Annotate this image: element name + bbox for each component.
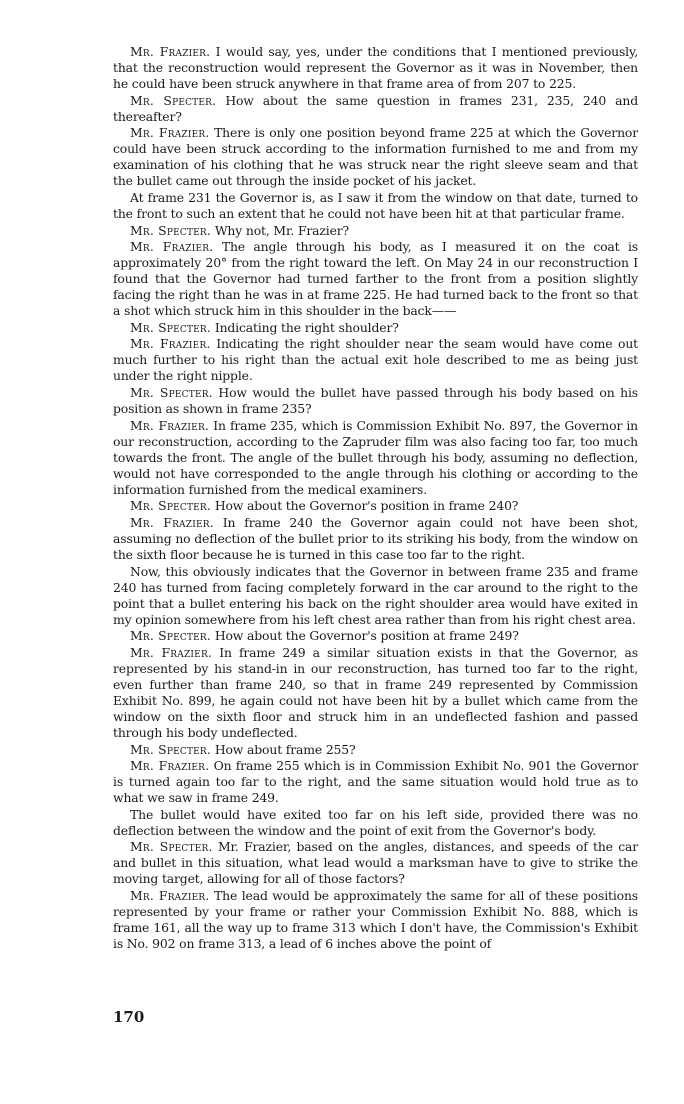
paragraph-text: At frame 231 the Governor is, as I saw it from the window on that date, turned to the front to such an extent that he could not have been hit at that particular frame. xyxy=(113,189,638,221)
paragraph xyxy=(113,888,638,952)
speaker-name: Mr. Frazier. xyxy=(130,125,210,141)
paragraph xyxy=(113,93,638,125)
paragraph xyxy=(113,839,638,887)
paragraph xyxy=(113,223,638,239)
paragraph xyxy=(113,758,638,806)
paragraph-text: How about frame 255? xyxy=(211,741,356,757)
paragraph-text: On frame 255 which is in Commission Exhibit No. 901 the Governor is turned again too far to the right, and the same situation would hold true as to what we saw in frame 249. xyxy=(113,758,638,806)
paragraph-text: In frame 235, which is Commission Exhibit No. 897, the Governor in our reconstruction, according to the Zapruder film was also facing too far, too much towards the front. The angle of the bullet through his body, assuming no deflection, would not have corresponded to the angle through his clothing or according to the information furnished from the medical examiners. xyxy=(113,417,639,497)
paragraph-text: How about the Governor's position at frame 249? xyxy=(211,628,519,644)
speaker-name: Mr. Frazier. xyxy=(130,758,210,774)
paragraph-text: Indicating the right shoulder? xyxy=(211,319,399,335)
paragraph xyxy=(113,742,638,758)
speaker-name: Mr. Frazier. xyxy=(130,44,211,59)
paragraph-text: How about the Governor's position in frame 240? xyxy=(211,498,519,514)
paragraph-text: In frame 249 a similar situation exists in that the Governor, as represented by his stand-in in our reconstruction, has turned too far to the right, even further than frame 240, so that in frame 249 represented by Commission Exhibit No. 899, he again could not have been hit by a bullet which came from the window on the sixth floor and struck him in an undeflected fashion and passed through his body undeflected. xyxy=(113,644,638,740)
speaker-name: Mr. Specter. xyxy=(130,222,212,238)
paragraph-text: The lead would be approximately the same for all of these positions represented by your frame or rather your Commission Exhibit No. 888, which is frame 161, all the way up to frame 313 which I don't have, the Commission's Exhibit is No. 902 on frame 313, a lead of 6 inches above the point of xyxy=(113,887,638,952)
paragraph-text: Why not, Mr. Frazier? xyxy=(211,222,350,238)
paragraph-text: Now, this obviously indicates that the Governor in between frame 235 and frame 240 has turned from facing completely forward in the car around to the right to the point that a bullet entering his back on the right shoulder area would have exited in my opinion somewhere from his left chest area rather than from his right chest area. xyxy=(113,563,638,627)
paragraph xyxy=(113,190,638,222)
document-body xyxy=(113,44,638,953)
paragraph-text: How about the same question in frames 231, 235, 240 and thereafter? xyxy=(113,92,639,124)
paragraph xyxy=(113,44,638,92)
speaker-name: Mr. Specter. xyxy=(130,498,212,514)
paragraph-text: How would the bullet have passed through his body based on his position as shown in frame 235? xyxy=(113,384,638,417)
paragraph-text: There is only one position beyond frame 225 at which the Governor could have been struck according to the information furnished to me and from my examination of his clothing that he was struck near the right sleeve seam and that the bullet came out through the inside pocket of his jacket. xyxy=(113,125,638,189)
speaker-name: Mr. Specter. xyxy=(130,92,217,108)
page-number: 170 xyxy=(113,1008,145,1026)
speaker-name: Mr. Specter. xyxy=(130,319,212,335)
speaker-name: Mr. Specter. xyxy=(130,839,213,855)
speaker-name: Mr. Specter. xyxy=(130,384,213,400)
paragraph xyxy=(113,320,638,336)
speaker-name: Mr. Frazier. xyxy=(130,336,211,352)
paragraph-text: In frame 240 the Governor again could not have been shot, assuming no deflection of the bullet prior to its striking his body, from the window on the sixth floor because he is turned in this case too far to the right. xyxy=(113,514,638,562)
speaker-name: Mr. Frazier. xyxy=(130,417,210,433)
paragraph-text: The bullet would have exited too far on his left side, provided there was no deflection between the window and the point of exit from the Governor's body. xyxy=(113,806,638,838)
speaker-name: Mr. Frazier. xyxy=(130,239,214,255)
paragraph xyxy=(113,515,638,563)
paragraph-text: Mr. Frazier, based on the angles, distances, and speeds of the car and bullet in this situation, what lead would a marksman have to give to strike the moving target, allowing for all of those factors? xyxy=(113,839,639,887)
speaker-name: Mr. Frazier. xyxy=(130,887,210,903)
paragraph xyxy=(113,385,638,417)
paragraph xyxy=(113,564,638,628)
speaker-name: Mr. Frazier. xyxy=(130,514,214,530)
paragraph xyxy=(113,239,638,319)
paragraph xyxy=(113,125,638,189)
paragraph-text: Indicating the right shoulder near the seam would have come out much further to his right than the actual exit hole described to me as being just under the right nipple. xyxy=(113,336,638,384)
speaker-name: Mr. Specter. xyxy=(130,741,212,757)
speaker-name: Mr. Specter. xyxy=(130,628,212,644)
paragraph xyxy=(113,418,638,498)
paragraph xyxy=(113,645,638,741)
paragraph xyxy=(113,628,638,644)
paragraph xyxy=(113,498,638,514)
paragraph-text: I would say, yes, under the conditions that I mentioned previously, that the reconstruction would represent the Governor as it was in November, then he could have been struck anywhere in that frame area of from 207 to 225. xyxy=(113,44,638,92)
paragraph xyxy=(113,336,638,384)
speaker-name: Mr. Frazier. xyxy=(130,644,213,660)
paragraph-text: The angle through his body, as I measured it on the coat is approximately 20° from the right toward the left. On May 24 in our reconstruction I found that the Governor had turned farther to the front from a position slightly facing the right than he was in at frame 225. He had turned back to the front so that a shot which struck him in this shoulder in the back—— xyxy=(113,239,638,319)
paragraph xyxy=(113,807,638,839)
